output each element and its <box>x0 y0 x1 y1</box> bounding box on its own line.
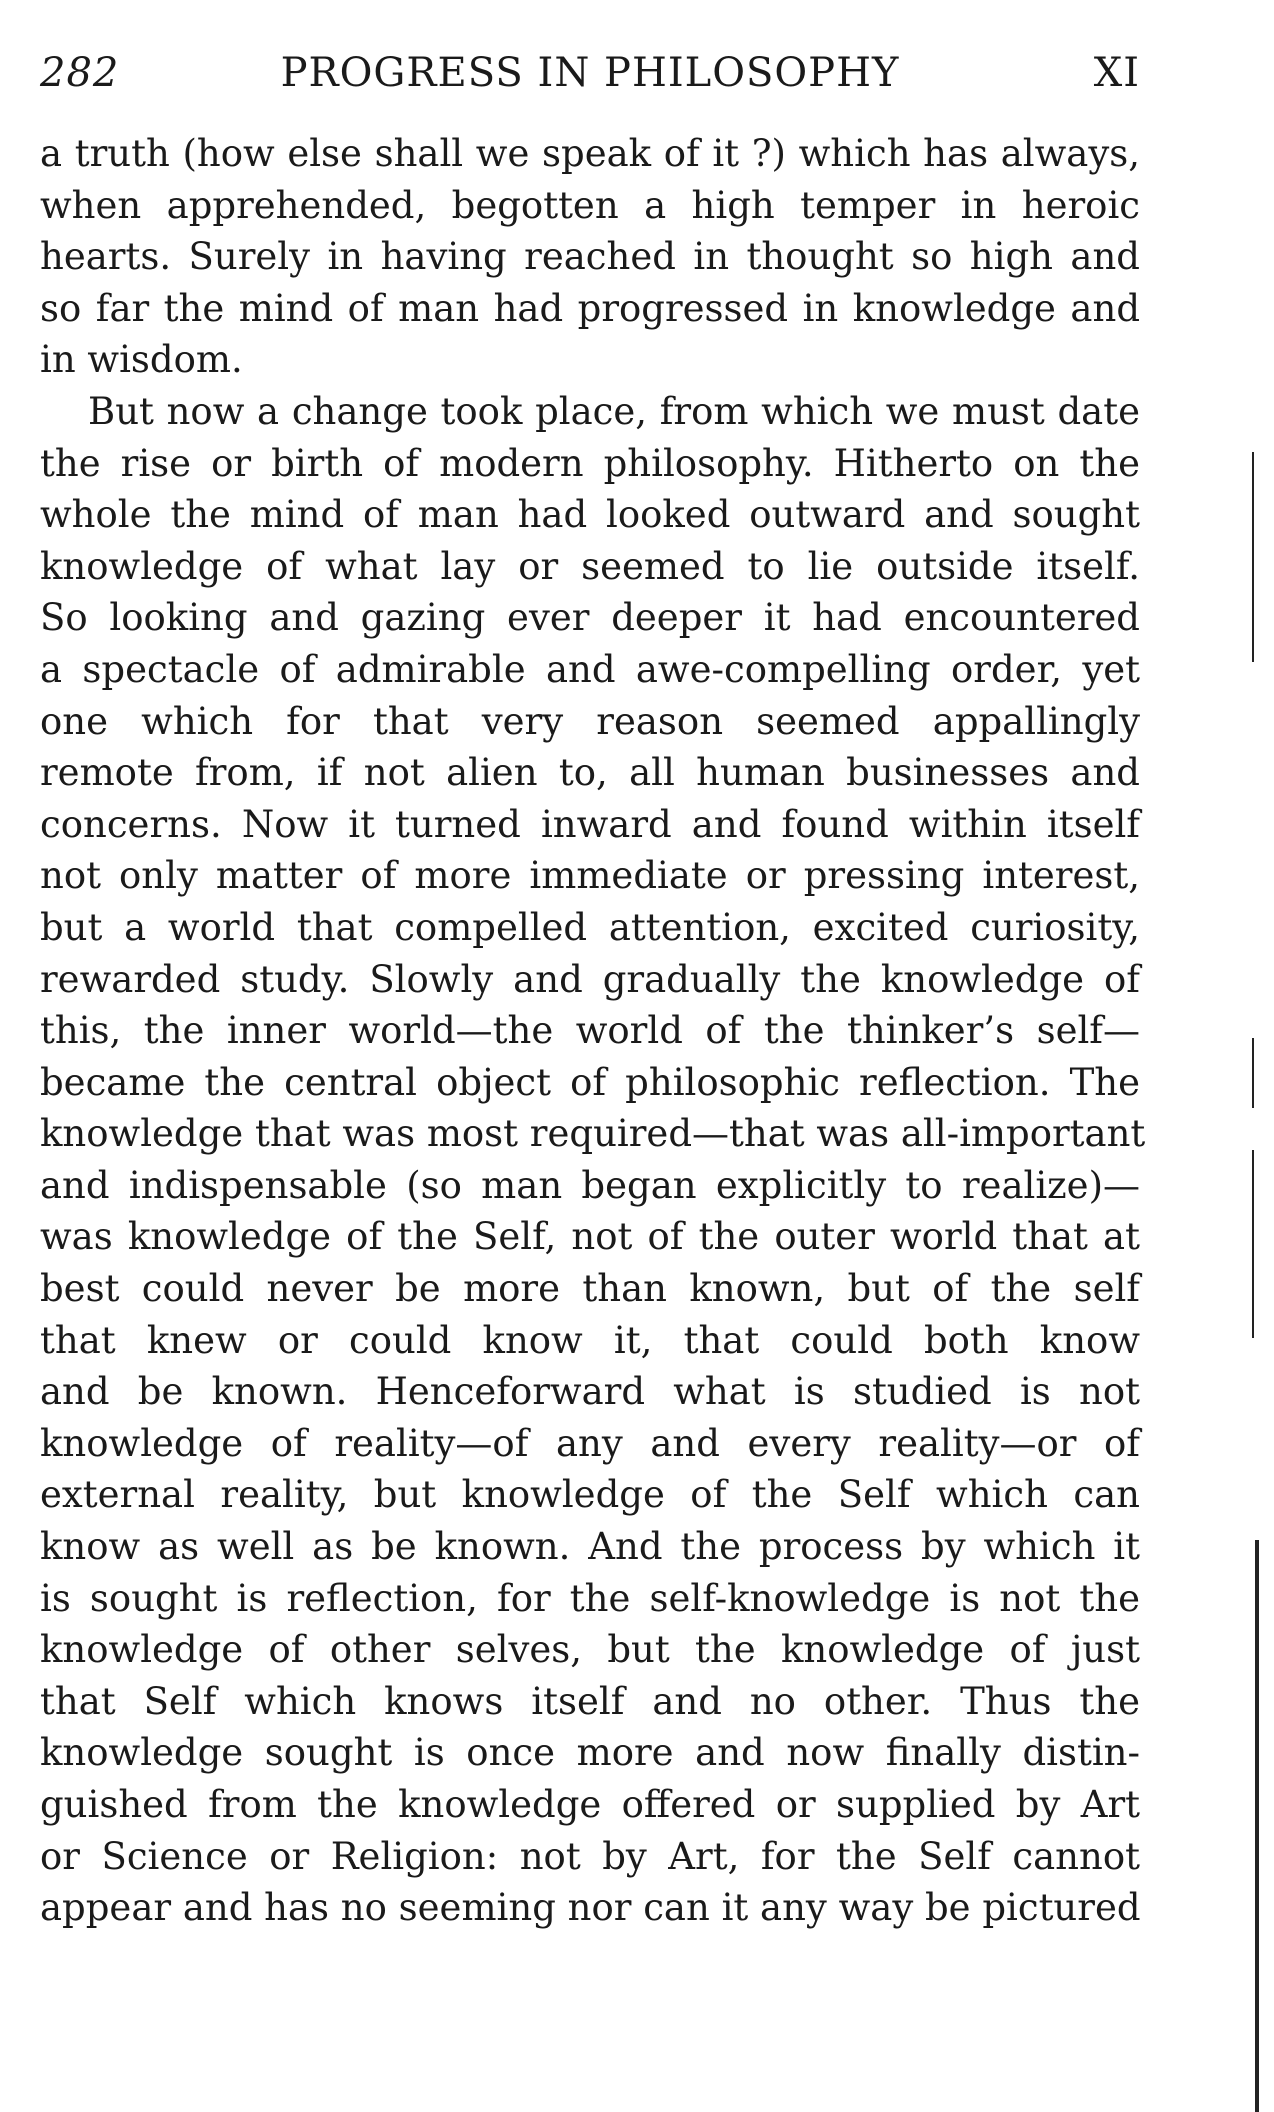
text-line: in wisdom. <box>40 338 243 382</box>
text-line: or Science or Religion: not by Art, for the Self cannot <box>40 1834 1140 1878</box>
scan-edge-line <box>1252 1150 1254 1338</box>
scan-edge-line <box>1255 1540 1259 2112</box>
text-line: best could never be more than known, but of the self <box>40 1267 1140 1311</box>
running-title: PROGRESS IN PHILOSOPHY <box>280 50 900 96</box>
text-line: appear and has no seeming nor can it any way be pictured <box>40 1886 1141 1930</box>
text-line: whole the mind of man had looked outward and sought <box>40 493 1140 537</box>
text-line: hearts. Surely in having reached in thought so high and <box>40 235 1140 279</box>
scan-edge-line <box>1252 1038 1254 1108</box>
text-line: that knew or could know it, that could both know <box>40 1318 1140 1362</box>
text-line: external reality, but knowledge of the Self which can <box>40 1473 1140 1517</box>
text-line: one which for that very reason seemed appallingly <box>40 699 1140 743</box>
paragraph-first-line: But now a change took place, from which we must date <box>88 389 1140 433</box>
text-line: not only matter of more immediate or pressing interest, <box>40 854 1140 898</box>
text-line: guished from the knowledge offered or supplied by Art <box>40 1783 1140 1826</box>
text-line: a spectacle of admirable and awe-compelling order, yet <box>40 647 1140 691</box>
text-line: was knowledge of the Self, not of the outer world that at <box>40 1215 1140 1259</box>
text-line: and indispensable (so man began explicitly to realize)— <box>40 1163 1140 1207</box>
text-line: when apprehended, begotten a high temper in heroic <box>40 183 1140 227</box>
text-line: knowledge of reality—of any and every reality—or of <box>40 1421 1140 1465</box>
body-text <box>40 128 1146 1934</box>
text-line: concerns. Now it turned inward and found within itself <box>40 802 1140 846</box>
scan-edge-line <box>1252 452 1254 662</box>
text-line: a truth (how else shall we speak of it ?) which has always, <box>40 132 1140 175</box>
text-line: became the central object of philosophic reflection. The <box>40 1060 1140 1104</box>
page-number: 282 <box>40 50 120 96</box>
text-line: So looking and gazing ever deeper it had encountered <box>40 596 1140 640</box>
text-line: rewarded study. Slowly and gradually the knowledge of <box>40 957 1140 1001</box>
text-line: knowledge of what lay or seemed to lie outside itself. <box>40 544 1140 588</box>
text-line: knowledge that was most required—that was all-important <box>40 1112 1146 1156</box>
text-line: but a world that compelled attention, excited curiosity, <box>40 905 1140 949</box>
chapter-number: XI <box>1093 50 1140 96</box>
text-line: remote from, if not alien to, all human businesses and <box>40 751 1140 795</box>
text-line: and be known. Henceforward what is studied is not <box>40 1370 1140 1414</box>
text-line: so far the mind of man had progressed in knowledge and <box>40 286 1140 330</box>
running-head <box>40 48 1140 98</box>
text-line: is sought is reflection, for the self-knowledge is not the <box>40 1576 1140 1620</box>
text-line: that Self which knows itself and no other. Thus the <box>40 1679 1140 1723</box>
text-line: this, the inner world—the world of the thinker’s self— <box>40 1009 1140 1053</box>
text-line: the rise or birth of modern philosophy. Hitherto on the <box>40 441 1140 485</box>
text-line: knowledge of other selves, but the knowledge of just <box>40 1628 1140 1672</box>
text-line: knowledge sought is once more and now finally distin- <box>40 1731 1140 1775</box>
text-line: know as well as be known. And the process by which it <box>40 1525 1140 1569</box>
